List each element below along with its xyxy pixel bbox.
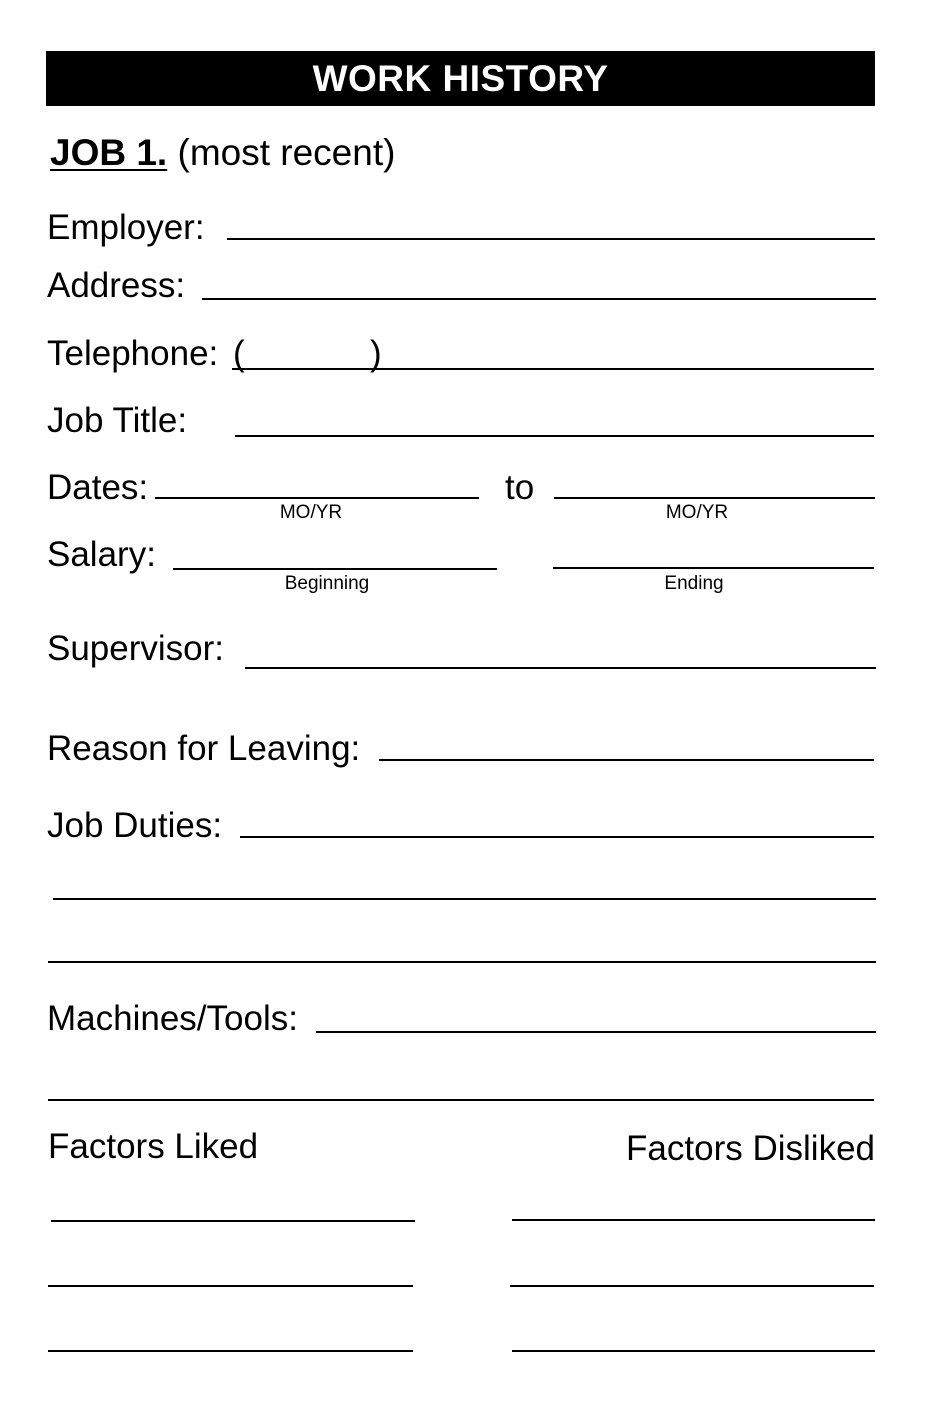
dates-end-field[interactable] bbox=[554, 497, 875, 499]
reason-for-leaving-label: Reason for Leaving: bbox=[47, 729, 361, 768]
job-note: (most recent) bbox=[177, 132, 396, 173]
factors-disliked-label: Factors Disliked bbox=[626, 1129, 875, 1168]
machines-tools-field-line-2[interactable] bbox=[48, 1099, 874, 1101]
dates-start-caption: MO/YR bbox=[279, 502, 343, 523]
job-title-field[interactable] bbox=[235, 435, 874, 437]
supervisor-field[interactable] bbox=[245, 667, 876, 669]
salary-label: Salary: bbox=[47, 535, 156, 574]
section-title-banner: WORK HISTORY bbox=[46, 51, 875, 106]
salary-ending-field[interactable] bbox=[553, 567, 874, 569]
factors-disliked-field-line-3[interactable] bbox=[512, 1350, 875, 1352]
dates-end-caption: MO/YR bbox=[665, 502, 729, 523]
dates-to-label: to bbox=[505, 468, 535, 507]
factors-liked-label: Factors Liked bbox=[48, 1127, 259, 1166]
telephone-open-paren: ( bbox=[233, 334, 245, 373]
salary-ending-caption: Ending bbox=[664, 573, 724, 594]
employer-field[interactable] bbox=[227, 238, 875, 240]
reason-for-leaving-field[interactable] bbox=[379, 759, 874, 761]
job-duties-label: Job Duties: bbox=[47, 806, 223, 845]
job-number-label: JOB 1. bbox=[50, 132, 168, 173]
job-title-label: Job Title: bbox=[47, 401, 188, 440]
job-duties-field-line-1[interactable] bbox=[240, 836, 874, 838]
factors-liked-field-line-2[interactable] bbox=[48, 1285, 413, 1287]
machines-tools-field-line-1[interactable] bbox=[316, 1031, 876, 1033]
factors-disliked-field-line-1[interactable] bbox=[512, 1219, 875, 1221]
salary-beginning-caption: Beginning bbox=[284, 573, 370, 594]
dates-label: Dates: bbox=[47, 468, 149, 507]
salary-beginning-field[interactable] bbox=[173, 568, 497, 570]
factors-liked-field-line-1[interactable] bbox=[51, 1220, 415, 1222]
address-field[interactable] bbox=[202, 298, 876, 300]
job-duties-field-line-2[interactable] bbox=[53, 898, 876, 900]
telephone-field[interactable] bbox=[232, 368, 874, 370]
factors-liked-field-line-3[interactable] bbox=[48, 1350, 413, 1352]
employer-label: Employer: bbox=[47, 208, 205, 247]
telephone-close-paren: ) bbox=[370, 334, 382, 373]
factors-disliked-field-line-2[interactable] bbox=[510, 1285, 874, 1287]
job-duties-field-line-3[interactable] bbox=[48, 961, 876, 963]
job-heading bbox=[50, 131, 395, 175]
supervisor-label: Supervisor: bbox=[47, 629, 225, 668]
machines-tools-label: Machines/Tools: bbox=[47, 999, 298, 1038]
dates-start-field[interactable] bbox=[155, 497, 479, 499]
telephone-label: Telephone: bbox=[47, 334, 219, 373]
address-label: Address: bbox=[47, 266, 186, 305]
